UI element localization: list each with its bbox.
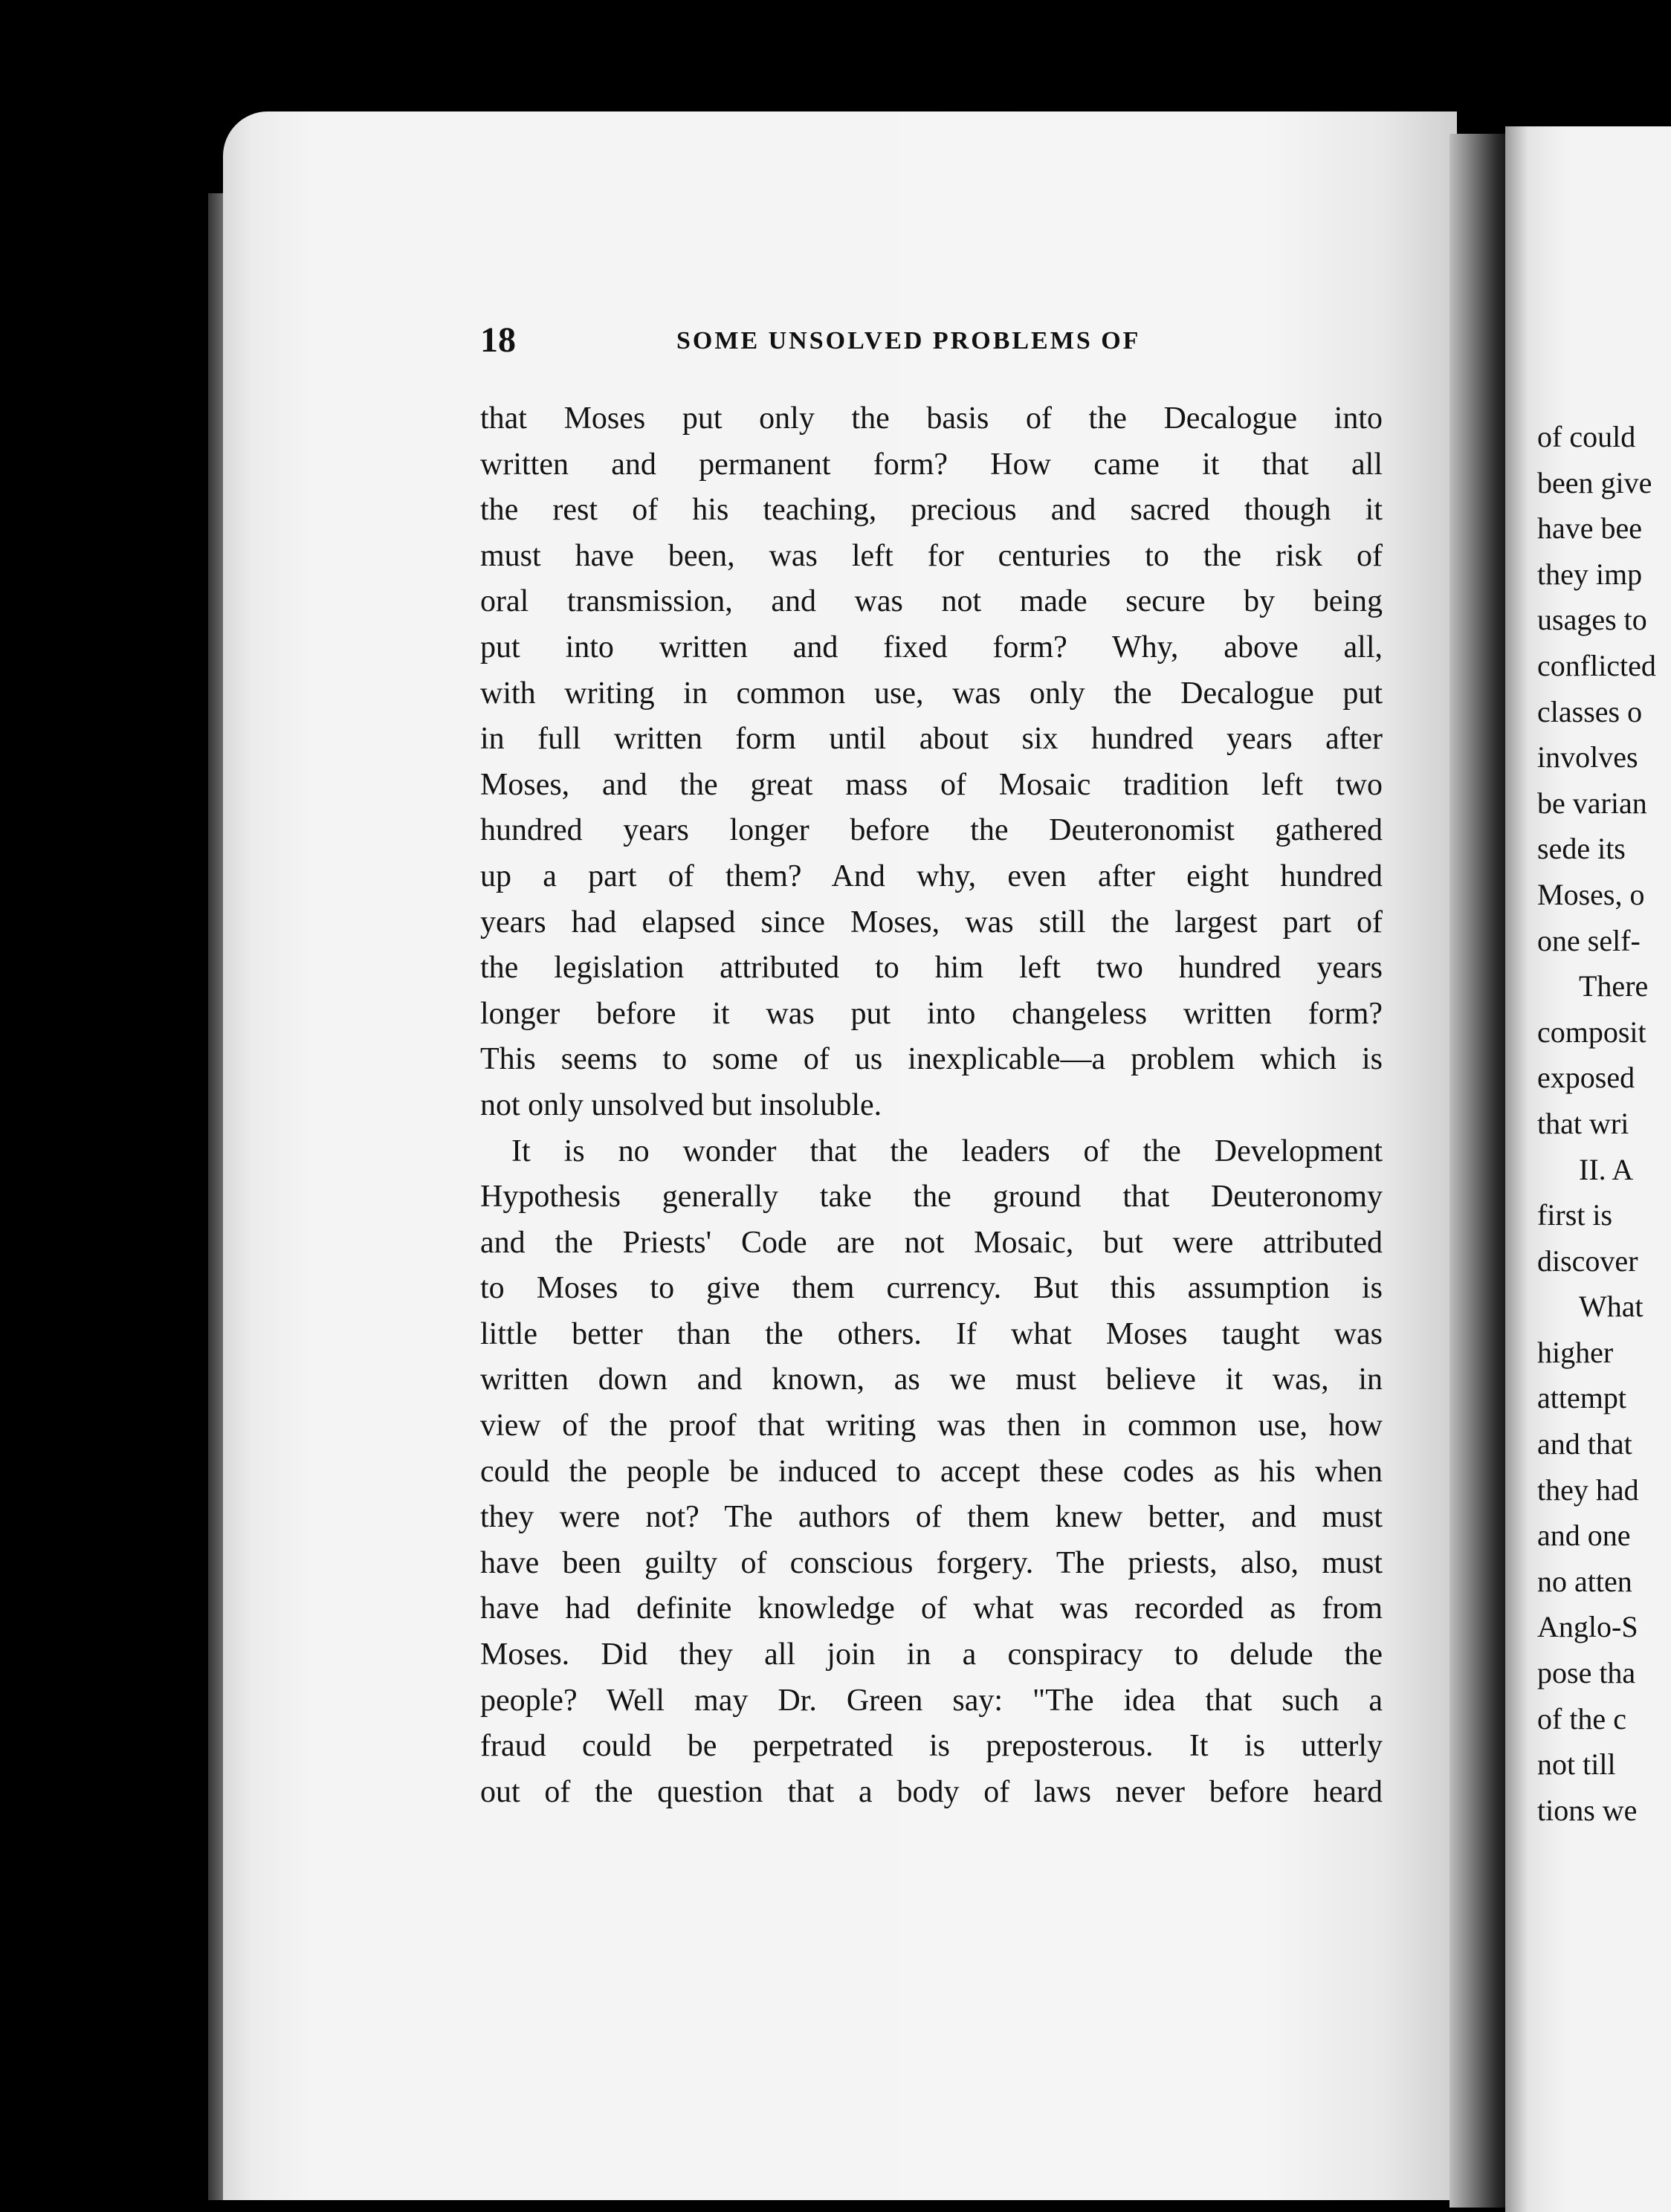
facing-page-text	[1537, 414, 1671, 1833]
running-head: SOME UNSOLVED PROBLEMS OF	[676, 327, 1141, 355]
text-line: Hypothesis generally take the ground that Deuteronomy	[480, 1180, 1383, 1215]
facing-text-line: sede its	[1537, 832, 1626, 866]
facing-text-line: they imp	[1537, 557, 1643, 591]
text-line: This seems to some of us inexplicable—a problem which is	[480, 1042, 1383, 1077]
facing-text-line: have bee	[1537, 511, 1643, 546]
text-line: hundred years longer before the Deuteronomist gathered	[480, 813, 1383, 848]
text-line: must have been, was left for centuries to the risk of	[480, 538, 1383, 573]
facing-text-line: exposed	[1537, 1061, 1635, 1095]
text-line: could the people be induced to accept these codes as his when	[480, 1454, 1383, 1489]
text-line: Moses, and the great mass of Mosaic tradition left two	[480, 767, 1383, 802]
facing-text-line: not till	[1537, 1747, 1616, 1782]
text-line: Moses. Did they all join in a conspiracy to delude the	[480, 1637, 1383, 1672]
facing-text-line: one self-	[1537, 923, 1641, 957]
page-number: 18	[480, 320, 516, 360]
text-line: written and permanent form? How came it that all	[480, 447, 1383, 482]
facing-text-line: What	[1579, 1290, 1643, 1324]
facing-text-line: and one	[1537, 1519, 1631, 1553]
text-line: written down and known, as we must believe it was, in	[480, 1362, 1383, 1397]
facing-text-line: pose tha	[1537, 1656, 1636, 1690]
text-line: years had elapsed since Moses, was still the largest part of	[480, 905, 1383, 940]
text-line: and the Priests' Code are not Mosaic, but were attributed	[480, 1225, 1383, 1260]
facing-text-line: they had	[1537, 1472, 1639, 1507]
text-line: they were not? The authors of them knew better, and must	[480, 1500, 1383, 1535]
text-line: up a part of them? And why, even after eight hundred	[480, 858, 1383, 893]
text-line: have been guilty of conscious forgery. The priests, also, must	[480, 1545, 1383, 1580]
text-line: the rest of his teaching, precious and sacred though it	[480, 493, 1383, 528]
facing-text-line: been give	[1537, 465, 1652, 499]
text-line: the legislation attributed to him left two hundred years	[480, 951, 1383, 986]
text-line: that Moses put only the basis of the Decalogue into	[480, 401, 1383, 436]
text-line: put into written and fixed form? Why, above all,	[480, 630, 1383, 664]
facing-text-line: of the c	[1537, 1701, 1626, 1736]
facing-text-line: usages to	[1537, 603, 1647, 637]
text-line: people? Well may Dr. Green say: "The idea that such a	[480, 1683, 1383, 1718]
text-line: have had definite knowledge of what was recorded as from	[480, 1591, 1383, 1626]
facing-text-line: conflicted	[1537, 648, 1656, 682]
facing-text-line: tions we	[1537, 1793, 1638, 1827]
text-line: not only unsolved but insoluble.	[480, 1087, 882, 1122]
text-line: longer before it was put into changeless written form?	[480, 996, 1383, 1031]
text-line: to Moses to give them currency. But this assumption is	[480, 1271, 1383, 1306]
facing-text-line: classes o	[1537, 694, 1643, 728]
facing-text-line: higher	[1537, 1335, 1614, 1369]
book-gutter	[1449, 134, 1509, 2208]
facing-text-line: discover	[1537, 1244, 1638, 1278]
facing-text-line: Moses, o	[1537, 877, 1645, 911]
facing-text-line: that wri	[1537, 1106, 1629, 1140]
facing-text-line: be varian	[1537, 786, 1647, 820]
facing-text-line: II. A	[1579, 1152, 1634, 1186]
facing-text-line: attempt	[1537, 1381, 1626, 1415]
facing-text-line: composit	[1537, 1015, 1646, 1049]
text-line: with writing in common use, was only the Decalogue put	[480, 676, 1383, 711]
text-line: fraud could be perpetrated is preposterous. It is utterly	[480, 1729, 1383, 1764]
text-line: oral transmission, and was not made secure by being	[480, 584, 1383, 619]
text-line: It is no wonder that the leaders of the Development	[511, 1134, 1383, 1168]
facing-text-line: and that	[1537, 1427, 1632, 1461]
text-line: view of the proof that writing was then in common use, how	[480, 1409, 1383, 1443]
facing-text-line: Anglo-S	[1537, 1610, 1638, 1644]
facing-text-line: involves	[1537, 740, 1638, 774]
facing-text-line: of could	[1537, 420, 1636, 453]
facing-text-line: first is	[1537, 1198, 1613, 1232]
text-line: little better than the others. If what Moses taught was	[480, 1316, 1383, 1351]
body-text	[480, 396, 1383, 1815]
facing-text-line: no atten	[1537, 1564, 1632, 1598]
facing-text-line: There	[1579, 969, 1649, 1003]
text-line: in full written form until about six hundred years after	[480, 722, 1383, 757]
facing-page-clip	[1505, 126, 1671, 2212]
text-line: out of the question that a body of laws never before heard	[480, 1774, 1383, 1809]
